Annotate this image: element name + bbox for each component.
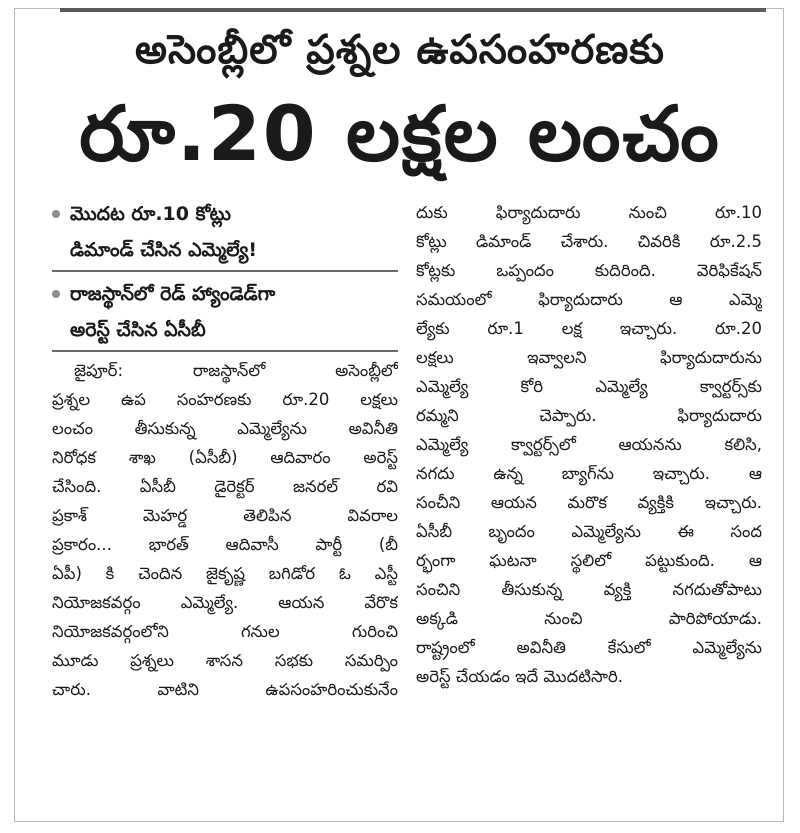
body-line: ప్రకాశ్ మెహర్డ తెలిపిన వివరాల (52, 506, 398, 525)
body-line: నియోజకవర్గంలోని గనుల గురించి (52, 622, 398, 641)
headline: రూ.20 లక్షల లంచం (79, 89, 721, 178)
body-line: ర్భంగా ఘటనా స్థలిలో పట్టుకుంది. ఆ (416, 551, 762, 570)
bullet-dot-icon (52, 210, 60, 218)
body-line: సంచీని ఆయన మరొక వ్యక్తికి ఇచ్చారు. (416, 493, 762, 512)
left-column (52, 196, 398, 704)
body-line: కోట్లకు ఒప్పందం కుదిరింది. వెరిఫికేషన్ (416, 261, 762, 280)
left-body-text (52, 356, 398, 704)
body-line: చేసింది. ఏసీబీ డైరెక్టర్ జనరల్ రవి (52, 477, 398, 496)
bullet-1 (52, 196, 398, 268)
bullet-1-line-2: డిమాండ్ చేసిన ఎమ్మెల్యే! (70, 239, 258, 261)
body-line: ప్రకారం... భారత్ ఆదివాసీ పార్టీ (బీ (52, 535, 398, 554)
body-line: ఎమ్మెల్యే క్వార్టర్స్‌లో ఆయనను కలిసి, (416, 435, 762, 454)
bullet-divider (52, 350, 398, 352)
body-line: రాష్ట్రంలో అవినీతి కేసులో ఎమ్మెల్యేను (416, 638, 762, 657)
body-line: సమయంలో ఫిర్యాదుదారు ఆ ఎమ్మె (416, 290, 762, 309)
body-line: మూడు ప్రశ్నలు శాసన సభకు సమర్పిం (52, 651, 398, 670)
bullet-2-line-1: రాజస్థాన్‌లో రెడ్ హ్యాండెడ్‌గా (70, 283, 276, 305)
body-line: నియోజకవర్గం ఎమ్మెల్యే. ఆయన వేరొక (52, 593, 398, 612)
body-line: జైపూర్: రాజస్థాన్‌లో అసెంబ్లీలో (74, 361, 398, 380)
bullet-divider (52, 270, 398, 272)
body-line: చారు. వాటిని ఉపసంహరించుకునేం (52, 680, 398, 699)
body-line: కోట్లు డిమాండ్ చేశారు. చివరికి రూ.2.5 (416, 232, 762, 251)
body-line: నగదు ఉన్న బ్యాగ్‌ను ఇచ్చారు. ఆ (416, 464, 762, 483)
top-rule (60, 8, 766, 12)
right-column (416, 198, 762, 691)
body-line: దుకు ఫిర్యాదుదారు నుంచి రూ.10 (416, 203, 762, 222)
body-line: అక్కడి నుంచి పారిపోయాడు. (416, 609, 762, 628)
body-line: ప్రశ్నల ఉప సంహరణకు రూ.20 లక్షలు (52, 390, 398, 409)
body-line: ల్యేకు రూ.1 లక్ష ఇచ్చారు. రూ.20 (416, 319, 762, 338)
body-line: లంచం తీసుకున్న ఎమ్మెల్యేను అవినీతి (52, 419, 398, 438)
body-line: ఏసీబీ బృందం ఎమ్మెల్యేను ఈ సంద (416, 522, 762, 541)
bullet-1-line-1: మొదట రూ.10 కోట్లు (70, 203, 231, 225)
right-body-text (416, 198, 762, 691)
body-line: సంచిని తీసుకున్న వ్యక్తి నగదుతోపాటు (416, 580, 762, 599)
body-line: ఎమ్మెల్యే కోరి ఎమ్మెల్యే క్వార్టర్స్‌కు (416, 377, 762, 396)
body-line: నిరోధక శాఖ (ఏసీబీ) ఆదివారం అరెస్ట్ (52, 448, 398, 467)
subheadline: అసెంబ్లీలో ప్రశ్నల ఉపసంహరణకు (135, 27, 665, 73)
body-line: అరెస్ట్ చేయడం ఇదే మొదటిసారి. (416, 667, 624, 686)
body-line: ఏపీ) కి చెందిన జైకృష్ణ బగిడోర ఓ ఎస్టీ (52, 564, 398, 583)
body-line: రమ్మని చెప్పారు. ఫిర్యాదుదారు (416, 406, 762, 425)
bullet-2 (52, 276, 398, 348)
body-line: లక్షలు ఇవ్వాలని ఫిర్యాదుదారును (416, 348, 762, 367)
bullet-2-line-2: అరెస్ట్ చేసిన ఏసీబీ (70, 319, 206, 341)
bullet-dot-icon (52, 290, 60, 298)
